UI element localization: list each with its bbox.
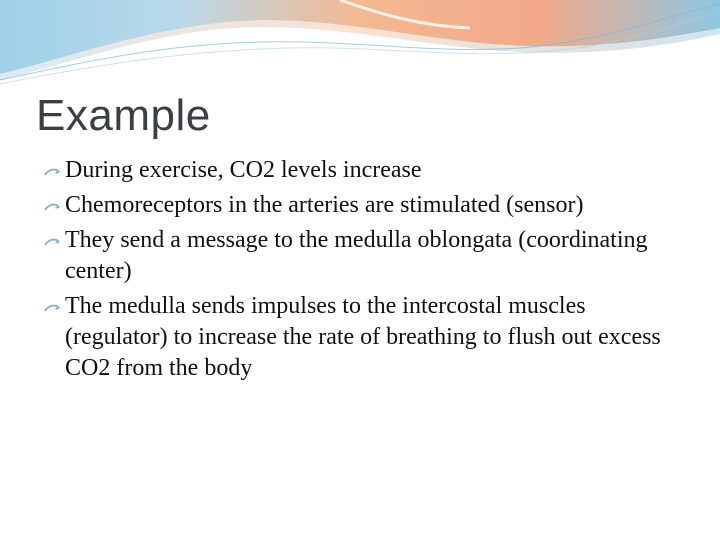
curved-arrow-bullet-icon [44,237,62,247]
bullet-text: They send a message to the medulla oblongata (coordinating center) [65,227,648,284]
bullet-text: The medulla sends impulses to the intercostal muscles (regulator) to increase the rate of breathing to flush out excess CO2 from the body [65,293,661,381]
curved-arrow-bullet-icon [44,202,62,212]
curved-arrow-bullet-icon [44,303,62,313]
bullet-list [44,155,684,388]
bullet-text: Chemoreceptors in the arteries are stimulated (sensor) [65,192,584,218]
bullet-item [44,291,684,384]
bullet-item [44,190,684,221]
bullet-text: During exercise, CO2 levels increase [65,157,422,183]
curved-arrow-bullet-icon [44,167,62,177]
bullet-item [44,225,684,287]
wave-banner [0,0,720,90]
slide-title: Example [36,91,211,140]
bullet-item [44,155,684,186]
